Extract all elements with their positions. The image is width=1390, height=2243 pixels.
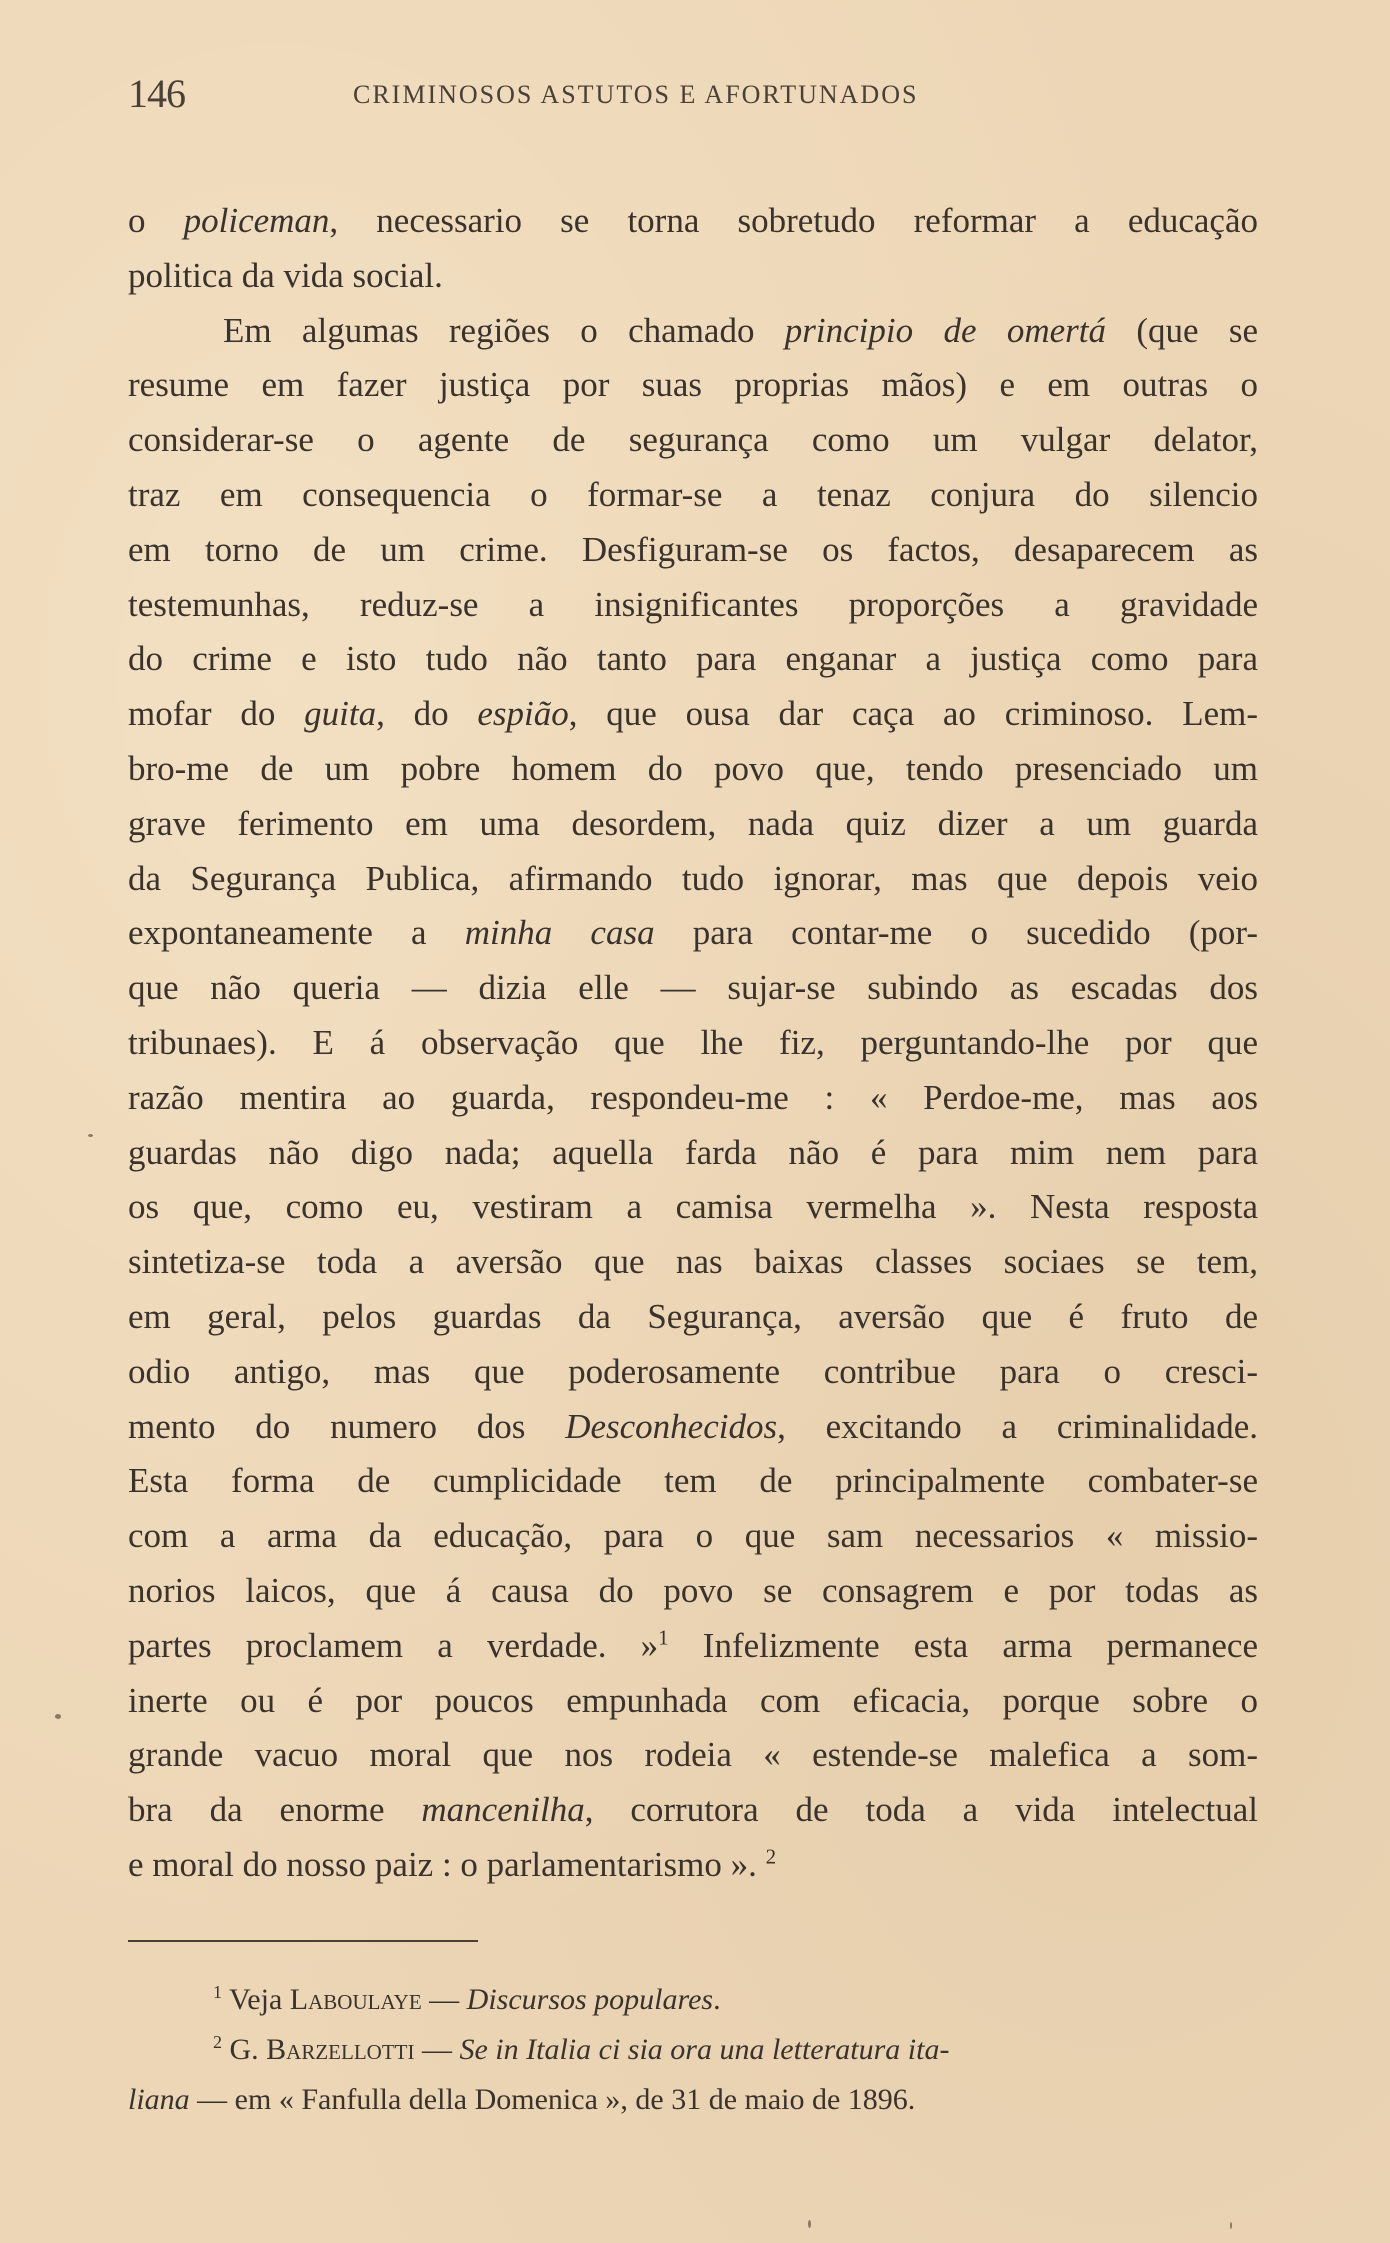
italic-term: Desconhecidos bbox=[565, 1406, 778, 1446]
footnote-prefix: G. bbox=[229, 2033, 267, 2066]
footnotes bbox=[128, 1975, 1258, 2125]
footnote-1 bbox=[128, 1975, 1258, 2025]
footnote-marker: 2 bbox=[213, 2032, 222, 2052]
text-line bbox=[128, 1454, 1258, 1509]
text-line bbox=[128, 1180, 1258, 1235]
text-run: testemunhas, reduz-se a insignificantes proporções a gravidade bbox=[128, 584, 1258, 624]
italic-term: espião bbox=[477, 694, 569, 734]
running-title: CRIMINOSOS ASTUTOS E AFORTUNADOS bbox=[353, 80, 919, 109]
text-run: partes proclamem a verdade. » bbox=[128, 1625, 659, 1665]
text-run: mofar do bbox=[128, 694, 305, 734]
text-run: , necessario se torna sobretudo reformar a educação bbox=[329, 201, 1258, 240]
text-line bbox=[128, 249, 1258, 304]
text-run: grande vacuo moral que nos rodeia « estende-se malefica a som- bbox=[128, 1735, 1258, 1775]
text-line bbox=[128, 1290, 1258, 1345]
text-run: expontaneamente a bbox=[128, 913, 465, 953]
italic-term: policeman bbox=[183, 201, 330, 240]
text-run: da Segurança Publica, afirmando tudo ignorar, mas que depois veio bbox=[128, 858, 1258, 898]
text-line bbox=[128, 632, 1258, 687]
text-run: em geral, pelos guardas da Segurança, aversão que é fruto de bbox=[128, 1296, 1258, 1336]
text-run: o bbox=[128, 201, 184, 240]
text-run: politica da vida social. bbox=[128, 255, 443, 295]
text-line bbox=[128, 906, 1258, 961]
text-run: Esta forma de cumplicidade tem de principalmente combater-se bbox=[128, 1461, 1258, 1501]
page-header bbox=[128, 70, 1258, 120]
text-run: , do bbox=[376, 694, 478, 734]
text-line bbox=[128, 1345, 1258, 1400]
footnote-suffix: . bbox=[713, 1983, 721, 2016]
text-run: odio antigo, mas que poderosamente contribue para o cresci- bbox=[128, 1351, 1258, 1391]
text-line bbox=[128, 742, 1258, 797]
text-run: razão mentira ao guarda, respondeu-me : « Perdoe-me, mas aos bbox=[128, 1077, 1258, 1117]
footnote-reference: 2 bbox=[765, 1844, 777, 1869]
italic-term: minha casa bbox=[464, 913, 655, 953]
text-line bbox=[128, 1235, 1258, 1290]
text-run: grave ferimento em uma desordem, nada quiz dizer a um guarda bbox=[128, 803, 1258, 843]
text-run: Infelizmente esta arma permanece bbox=[668, 1625, 1258, 1665]
text-line bbox=[128, 1783, 1258, 1838]
text-line bbox=[128, 523, 1258, 578]
text-run: mento do numero dos bbox=[128, 1406, 566, 1446]
text-run: tribunaes). E á observação que lhe fiz, perguntando-lhe por que bbox=[128, 1022, 1258, 1062]
footnote-2 bbox=[128, 2025, 1258, 2075]
text-run: resume em fazer justiça por suas proprias mãos) e em outras o bbox=[128, 365, 1258, 405]
text-line bbox=[128, 1016, 1258, 1071]
text-line bbox=[128, 1126, 1258, 1181]
footnote-author: Laboulaye bbox=[289, 1983, 422, 2016]
text-line bbox=[128, 413, 1258, 468]
text-run: inerte ou é por poucos empunhada com eficacia, porque sobre o bbox=[128, 1680, 1258, 1720]
footnote-dash: — bbox=[414, 2033, 460, 2066]
text-line bbox=[128, 468, 1258, 523]
text-run: com a arma da educação, para o que sam necessarios « missio- bbox=[128, 1516, 1258, 1556]
text-line bbox=[128, 578, 1258, 633]
footnote-dash: — bbox=[421, 1983, 467, 2016]
paper-speck bbox=[1230, 2222, 1232, 2229]
text-line bbox=[128, 1564, 1258, 1619]
text-run: e moral do nosso paiz : o parlamentarismo ». bbox=[128, 1844, 766, 1884]
text-run: para contar-me o sucedido (por- bbox=[654, 913, 1258, 953]
text-line bbox=[128, 1400, 1258, 1455]
text-run: , que ousa dar caça ao criminoso. Lem- bbox=[568, 694, 1258, 734]
text-run: (que se bbox=[1105, 310, 1258, 350]
text-line bbox=[128, 194, 1258, 249]
italic-term: principio de omertá bbox=[784, 310, 1106, 350]
paper-speck bbox=[808, 2220, 811, 2228]
paper-speck bbox=[55, 1714, 61, 1719]
text-line bbox=[128, 1838, 1258, 1893]
text-run: , corrutora de toda a vida intelectual bbox=[584, 1790, 1258, 1830]
text-line bbox=[128, 852, 1258, 907]
paper-speck bbox=[88, 1134, 93, 1137]
footnote-title: Se in Italia ci sia ora una letteratura ita- bbox=[459, 2033, 950, 2066]
text-run: bro-me de um pobre homem do povo que, tendo presenciado um bbox=[128, 748, 1258, 788]
text-run: os que, como eu, vestiram a camisa vermelha ». Nesta resposta bbox=[128, 1187, 1258, 1227]
text-run: que não queria — dizia elle — sujar-se subindo as escadas dos bbox=[128, 968, 1258, 1008]
text-line bbox=[128, 1071, 1258, 1126]
footnote-rule bbox=[128, 1940, 478, 1942]
footnote-marker: 1 bbox=[213, 1982, 222, 2002]
text-run: em torno de um crime. Desfiguram-se os factos, desaparecem as bbox=[128, 529, 1258, 569]
text-run: norios laicos, que á causa do povo se consagrem e por todas as bbox=[128, 1570, 1258, 1610]
text-line bbox=[128, 687, 1258, 742]
text-run: Em algumas regiões o chamado bbox=[223, 310, 785, 350]
text-run: considerar-se o agente de segurança como um vulgar delator, bbox=[128, 420, 1258, 460]
footnote-prefix: Veja bbox=[228, 1983, 290, 2016]
text-line bbox=[128, 358, 1258, 413]
text-run: traz em consequencia o formar-se a tenaz conjura do silencio bbox=[128, 474, 1258, 514]
footnote-citation: — em « Fanfulla della Domenica », de 31 de maio de 1896. bbox=[189, 2083, 916, 2116]
text-line bbox=[128, 1728, 1258, 1783]
text-run: sintetiza-se toda a aversão que nas baixas classes sociaes se tem, bbox=[128, 1242, 1258, 1282]
text-run: , excitando a criminalidade. bbox=[777, 1406, 1258, 1446]
footnote-title: Discursos populares bbox=[466, 1983, 714, 2016]
italic-term: mancenilha bbox=[421, 1790, 585, 1830]
text-line bbox=[128, 1509, 1258, 1564]
body-text bbox=[128, 194, 1258, 1893]
text-run: bra da enorme bbox=[128, 1790, 422, 1830]
text-line bbox=[128, 1674, 1258, 1729]
footnote-2-continuation bbox=[128, 2075, 1258, 2125]
footnote-reference: 1 bbox=[658, 1625, 669, 1650]
text-line bbox=[128, 961, 1258, 1016]
page-number: 146 bbox=[128, 71, 185, 116]
text-run: guardas não digo nada; aquella farda não é para mim nem para bbox=[128, 1132, 1258, 1172]
text-line bbox=[128, 1619, 1258, 1674]
text-line bbox=[128, 304, 1258, 359]
text-run: do crime e isto tudo não tanto para enganar a justiça como para bbox=[128, 639, 1258, 679]
text-line bbox=[128, 797, 1258, 852]
italic-term: guita bbox=[304, 694, 377, 734]
footnote-title-continuation: liana bbox=[128, 2083, 190, 2116]
footnote-author: Barzellotti bbox=[266, 2033, 415, 2066]
